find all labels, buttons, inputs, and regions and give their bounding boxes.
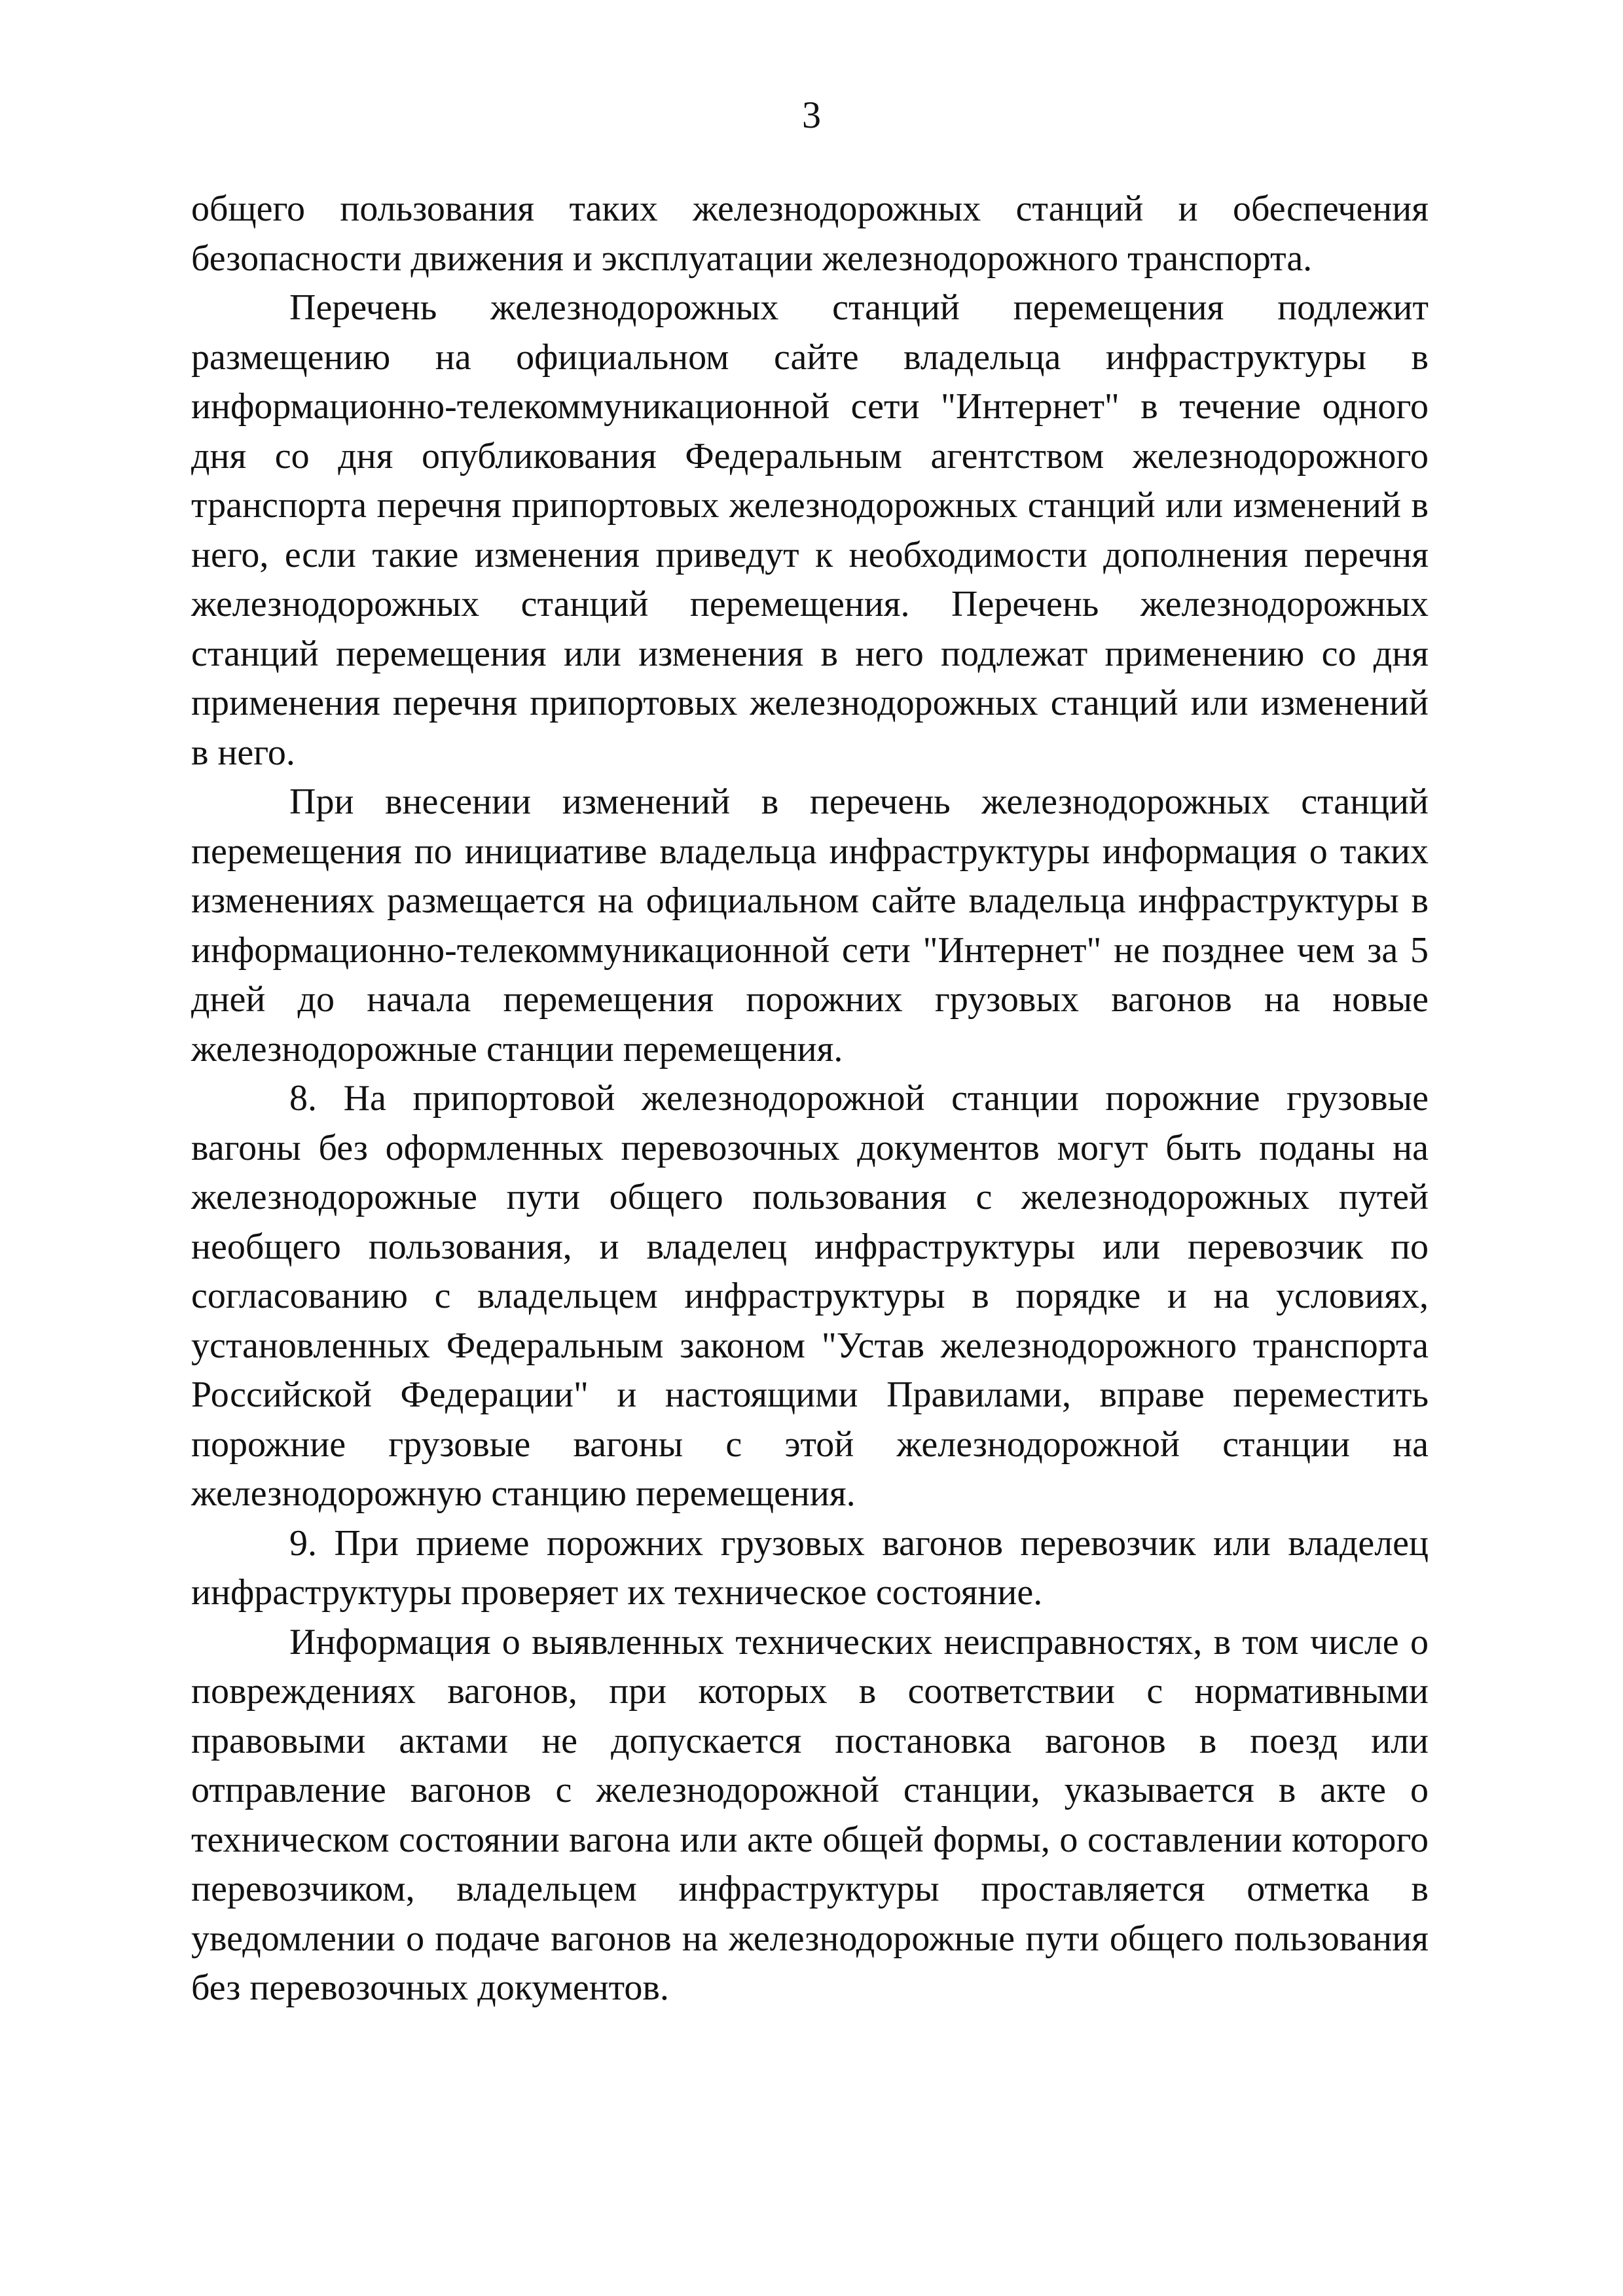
page-number: 3 — [802, 94, 821, 136]
paragraph-list-changes: При внесении изменений в перечень железнодорожных станций перемещения по инициативе владельца инфраструктуры информация о таких изменениях размещается на официальном сайте владельца инфраструктуры в информационно-телекоммуникационной сети "Интернет" не позднее чем за 5 дней до начала перемещения порожних грузовых вагонов на новые железнодорожные станции перемещения. — [191, 781, 1429, 1069]
paragraph-continuation: общего пользования таких железнодорожных станций и обеспечения безопасности движения и эксплуатации железнодорожного транспорта. — [191, 188, 1429, 279]
paragraph-station-list-publication: Перечень железнодорожных станций перемещения подлежит размещению на официальном сайте владельца инфраструктуры в информационно-телекоммуникационной сети "Интернет" в течение одного дня со дня опубликования Федеральным агентством железнодорожного транспорта перечня припортовых железнодорожных станций или изменений в него, если такие изменения приведут к необходимости дополнения перечня железнодорожных станций перемещения. Перечень железнодорожных станций перемещения или изменения в него подлежат применению со дня применения перечня припортовых железнодорожных станций или изменений в него. — [191, 287, 1429, 773]
body-text — [191, 185, 1429, 2013]
paragraph-item-9: 9. При приеме порожних грузовых вагонов перевозчик или владелец инфраструктуры проверяет их техническое состояние. — [191, 1522, 1429, 1613]
paragraph-defects-info: Информация о выявленных технических неисправностях, в том числе о повреждениях вагонов, при которых в соответствии с нормативными правовыми актами не допускается постановка вагонов в поезд или отправление вагонов с железнодорожной станции, указывается в акте о техническом состоянии вагона или акте общей формы, о составлении которого перевозчиком, владельцем инфраструктуры проставляется отметка в уведомлении о подаче вагонов на железнодорожные пути общего пользования без перевозочных документов. — [191, 1621, 1429, 2008]
paragraph-item-8: 8. На припортовой железнодорожной станции порожние грузовые вагоны без оформленных перевозочных документов могут быть поданы на железнодорожные пути общего пользования с железнодорожных путей необщего пользования, и владелец инфраструктуры или перевозчик по согласованию с владельцем инфраструктуры в порядке и на условиях, установленных Федеральным законом "Устав железнодорожного транспорта Российской Федерации" и настоящими Правилами, вправе переместить порожние грузовые вагоны с этой железнодорожной станции на железнодорожную станцию перемещения. — [191, 1078, 1429, 1514]
